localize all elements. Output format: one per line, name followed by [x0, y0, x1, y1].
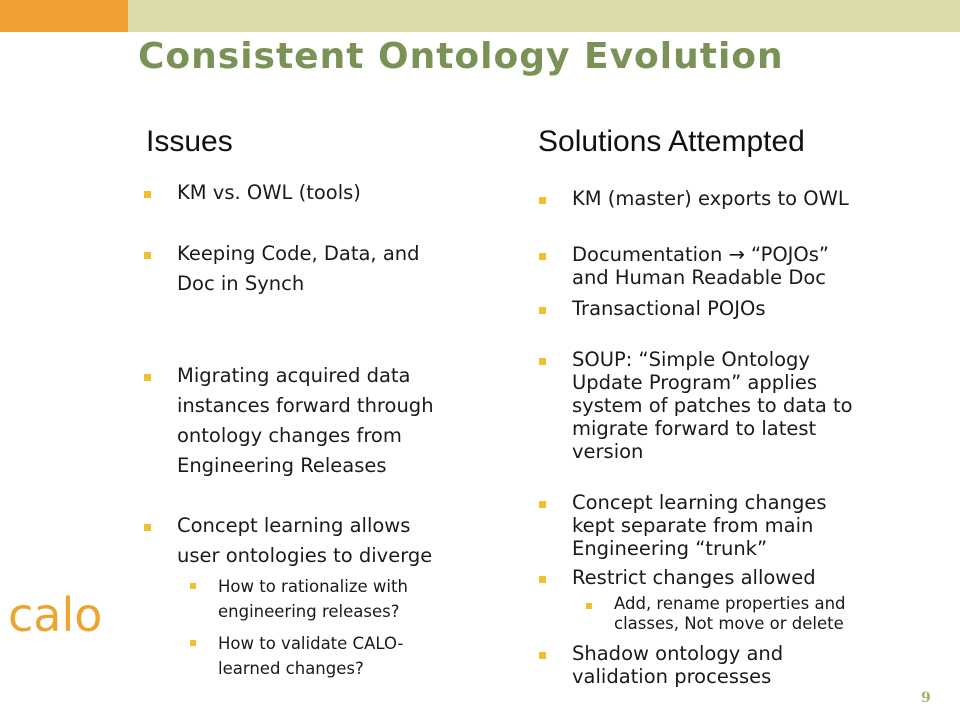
solutions-heading: Solutions Attempted — [538, 125, 805, 158]
bullet-icon — [144, 252, 151, 259]
bullet-icon — [190, 640, 196, 646]
issue-subtext: How to validate CALO- learned changes? — [218, 634, 404, 678]
bullet-icon — [539, 253, 546, 260]
slide-title: Consistent Ontology Evolution — [138, 36, 784, 77]
solution-text: Transactional POJOs — [572, 297, 766, 320]
issue-subtext: How to rationalize with engineering releases? — [218, 577, 408, 621]
issue-text: Migrating acquired data instances forward through ontology changes from Engineering Releases — [177, 364, 434, 477]
bullet-icon — [144, 374, 151, 381]
bullet-icon — [144, 524, 151, 531]
solution-text: Restrict changes allowed — [572, 566, 816, 589]
bullet-icon — [539, 576, 546, 583]
bullet-icon — [586, 603, 592, 609]
solution-text: SOUP: “Simple Ontology Update Program” applies system of patches to data to migrate forward to latest version — [572, 348, 853, 463]
issues-heading: Issues — [146, 125, 233, 158]
header-accent-bar — [0, 0, 128, 32]
issue-text: Keeping Code, Data, and Doc in Synch — [177, 242, 420, 295]
solution-text: Concept learning changes kept separate from main Engineering “trunk” — [572, 491, 827, 560]
bullet-icon — [190, 583, 196, 589]
bullet-icon — [539, 307, 546, 314]
calo-logo: calo — [8, 588, 103, 642]
bullet-icon — [539, 652, 546, 659]
header-band — [128, 0, 960, 32]
solution-subtext: Add, rename properties and classes, Not move or delete — [614, 594, 846, 633]
issue-text: Concept learning allows user ontologies to diverge — [177, 514, 433, 567]
bullet-icon — [539, 358, 546, 365]
issue-text: KM vs. OWL (tools) — [177, 181, 361, 204]
bullet-icon — [539, 197, 546, 204]
page-number: 9 — [921, 690, 931, 706]
bullet-icon — [539, 501, 546, 508]
solution-text: Shadow ontology and validation processes — [572, 642, 784, 688]
solution-text: Documentation → “POJOs” and Human Readable Doc — [572, 243, 830, 289]
bullet-icon — [144, 191, 151, 198]
solution-text: KM (master) exports to OWL — [572, 187, 849, 210]
